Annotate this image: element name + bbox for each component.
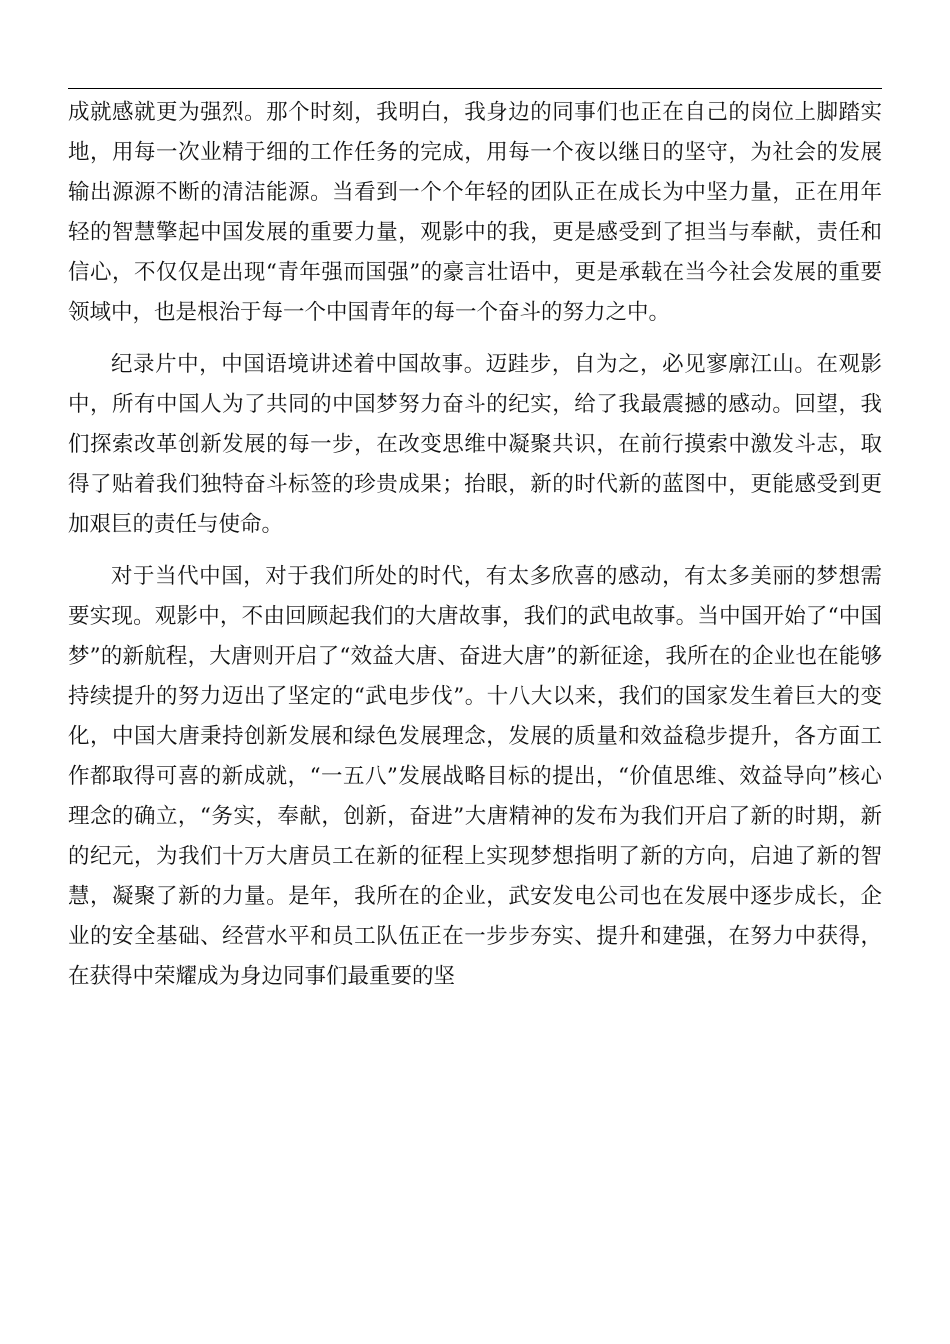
paragraph-3: 对于当代中国，对于我们所处的时代，有太多欣喜的感动，有太多美丽的梦想需要实现。观影中，不由回顾起我们的大唐故事，我们的武电故事。当中国开始了“中国梦”的新航程，大唐则开启了“效益大唐、奋进大唐”的新征途，我所在的企业也在能够持续提升的努力迈出了坚定的“武电步伐”。十八大以来，我们的国家发生着巨大的变化，中国大唐秉持创新发展和绿色发展理念，发展的质量和效益稳步提升，各方面工作都取得可喜的新成就，“一五八”发展战略目标的提出，“价值思维、效益导向”核心理念的确立，“务实，奉献，创新，奋进”大唐精神的发布为我们开启了新的时期，新的纪元，为我们十万大唐员工在新的征程上实现梦想指明了新的方向，启迪了新的智慧，凝聚了新的力量。是年，我所在的企业，武安发电公司也在发展中逐步成长，企业的安全基础、经营水平和员工队伍正在一步步夯实、提升和建强，在努力中获得，在获得中荣耀成为身边同事们最重要的坚: [68, 564, 882, 989]
header-rule: [68, 88, 882, 89]
document-body: [68, 93, 882, 997]
paragraph-2: 纪录片中，中国语境讲述着中国故事。迈跬步，自为之，必见寥廓江山。在观影中，所有中国人为了共同的中国梦努力奋斗的纪实，给了我最震撼的感动。回望，我们探索改革创新发展的每一步，在改变思维中凝聚共识，在前行摸索中激发斗志，取得了贴着我们独特奋斗标签的珍贵成果；抬眼，新的时代新的蓝图中，更能感受到更加艰巨的责任与使命。: [68, 352, 882, 537]
paragraph-1: 成就感就更为强烈。那个时刻，我明白，我身边的同事们也正在自己的岗位上脚踏实地，用每一次业精于细的工作任务的完成，用每一个夜以继日的坚守，为社会的发展输出源源不断的清洁能源。当看到一个个年轻的团队正在成长为中坚力量，正在用年轻的智慧擎起中国发展的重要力量，观影中的我，更是感受到了担当与奉献，责任和信心，不仅仅是出现“青年强而国强”的豪言壮语中，更是承载在当今社会发展的重要领域中，也是根治于每一个中国青年的每一个奋斗的努力之中。: [68, 100, 882, 325]
